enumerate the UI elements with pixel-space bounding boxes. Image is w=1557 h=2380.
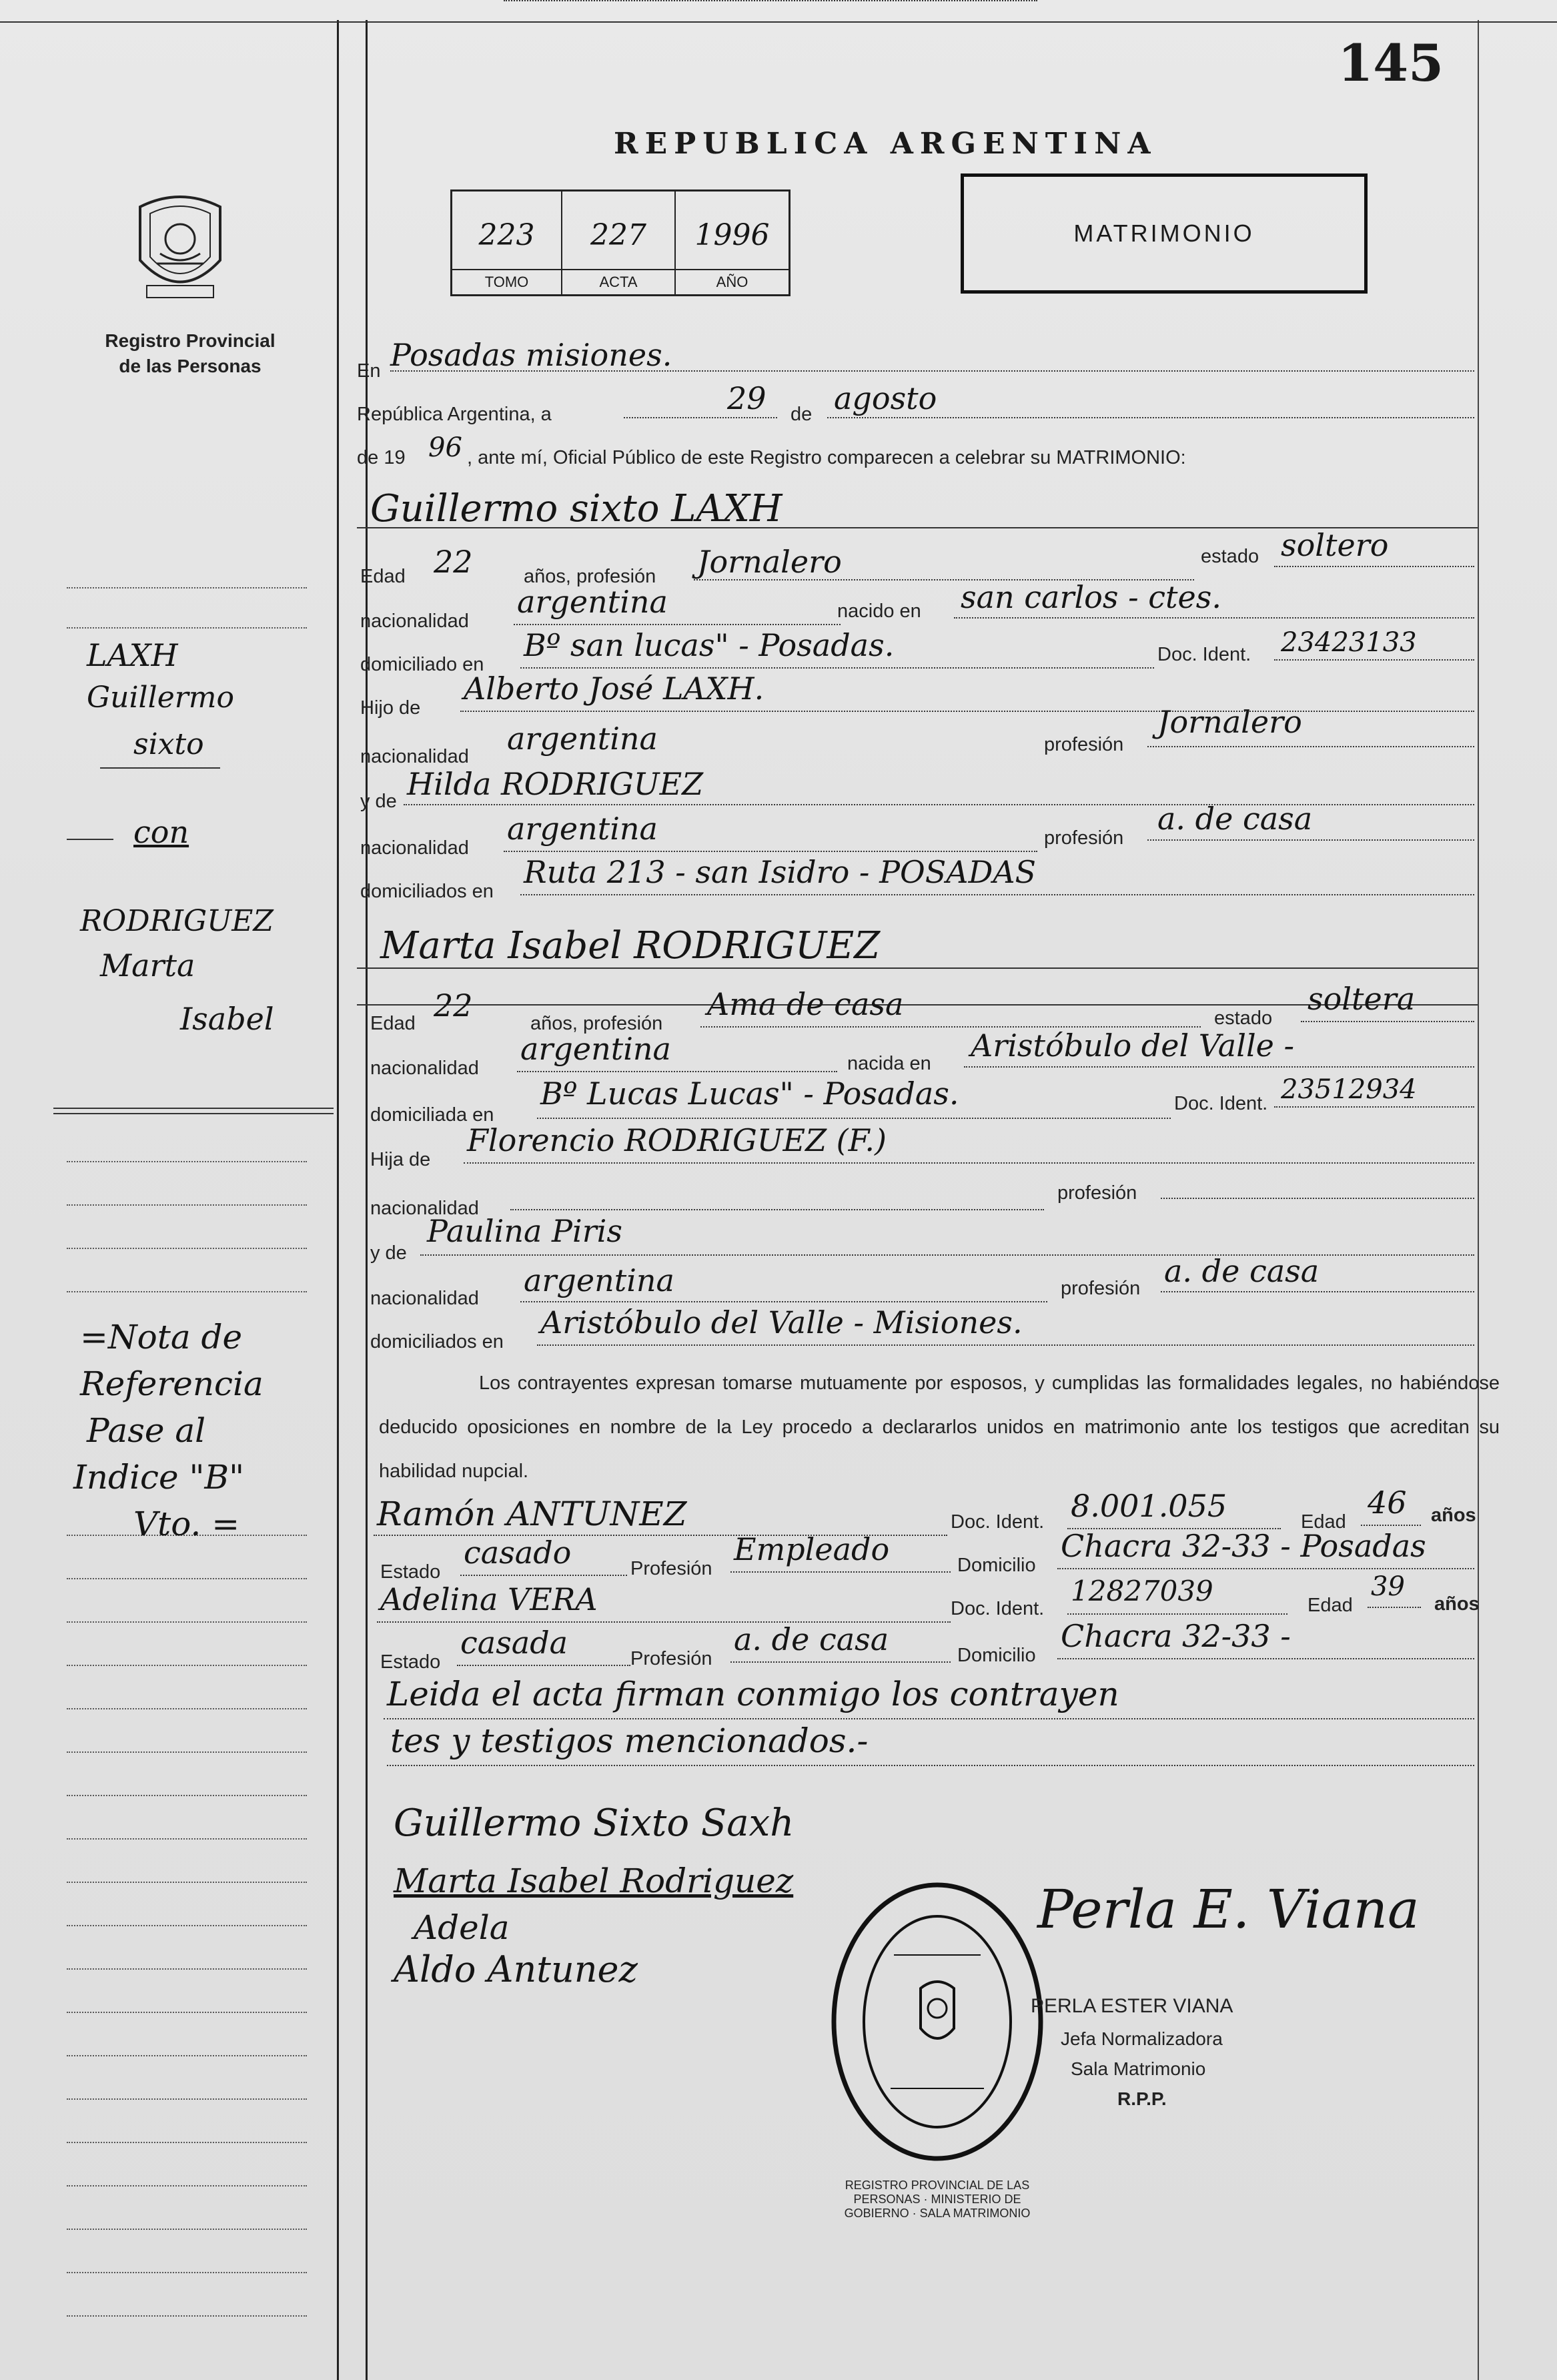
- bride-doc-line: [1274, 1106, 1474, 1108]
- margin-rule: [67, 587, 307, 588]
- margin-note-5: Vto. =: [133, 1505, 240, 1543]
- en-label: En: [357, 360, 381, 382]
- groom-mother-line: [404, 804, 1474, 805]
- month-value: agosto: [834, 380, 937, 416]
- groom-doc: 23423133: [1281, 627, 1417, 658]
- witness2-doc-line: [1067, 1613, 1287, 1615]
- acta-cell: [562, 191, 676, 294]
- margin-rule: [67, 627, 307, 629]
- margin-con: con: [133, 814, 189, 850]
- margin-groom-given: Guillermo: [87, 681, 234, 715]
- witness1-profession: Empleado: [734, 1531, 890, 1567]
- margin-rule: [67, 2315, 307, 2317]
- groom-address-line: [520, 667, 1154, 669]
- margin-groom-given2: sixto: [133, 727, 204, 761]
- bride-signature: Marta Isabel Rodriguez: [394, 1862, 794, 1900]
- bride-anos-label: años, profesión: [530, 1013, 663, 1034]
- groom-nat-line: [514, 624, 841, 625]
- margin-rule: [67, 1925, 307, 1926]
- groom-father-profession: Jornalero: [1157, 704, 1302, 740]
- groom-age: 22: [434, 544, 473, 580]
- bride-yde-label: y de: [370, 1242, 407, 1264]
- bride-nat-line: [517, 1071, 837, 1072]
- de-label: de: [791, 404, 813, 425]
- margin-rule: [67, 1968, 307, 1970]
- groom-mother-nat-label: nacionalidad: [360, 837, 469, 859]
- witness2-age-line: [1368, 1607, 1421, 1608]
- bride-mother-nationality: argentina: [524, 1262, 674, 1298]
- ano-cell: [676, 191, 789, 294]
- groom-parents-address: Ruta 213 - san Isidro - POSADAS: [524, 854, 1037, 890]
- groom-father-nat-line: [504, 0, 1037, 1]
- margin-rule: [67, 1291, 307, 1292]
- registry-title: Registro Provincial de las Personas: [105, 330, 276, 376]
- right-border: [1478, 20, 1479, 2380]
- witness2-doc: 12827039: [1071, 1575, 1213, 1607]
- margin-column: [0, 0, 340, 2380]
- margin-rule: [67, 1751, 307, 1753]
- witness2-profession: a. de casa: [734, 1621, 889, 1657]
- witness1-doc-label: Doc. Ident.: [951, 1511, 1045, 1533]
- margin-rule: [67, 1708, 307, 1709]
- groom-mother-nationality: argentina: [507, 811, 658, 847]
- bride-mother-nat-label: nacionalidad: [370, 1288, 479, 1309]
- seal-text: REGISTRO PROVINCIAL DE LAS PERSONAS · MINISTERIO DE GOBIERNO · SALA MATRIMONIO: [844, 2178, 1031, 2220]
- witness1-dom-label: Domicilio: [957, 1555, 1036, 1576]
- witness2-address-line: [1057, 1658, 1474, 1659]
- bride-mother-profession: a. de casa: [1164, 1253, 1320, 1289]
- margin-rule: [67, 2272, 307, 2273]
- witness2-estado-label: Estado: [380, 1651, 441, 1673]
- closing-line-1-rule: [384, 1718, 1474, 1719]
- groom-father-nat-label: nacionalidad: [360, 746, 469, 767]
- official-title-3: R.P.P.: [1117, 2088, 1167, 2109]
- bride-name: Marta Isabel RODRIGUEZ: [380, 924, 881, 967]
- margin-bride-given: Marta: [100, 947, 195, 983]
- witness1-address-line: [1057, 1568, 1474, 1569]
- witness1-estado-label: Estado: [380, 1561, 441, 1583]
- groom-mother-nat-line: [504, 851, 1037, 852]
- bride-dom-label: domiciliada en: [370, 1104, 494, 1126]
- groom-nacido-label: nacido en: [837, 601, 921, 622]
- groom-address: Bº san lucas" - Posadas.: [524, 627, 895, 663]
- groom-birthplace-line: [954, 617, 1474, 619]
- bride-father-prof-label: profesión: [1057, 1182, 1137, 1204]
- groom-parents-address-line: [520, 894, 1474, 895]
- margin-rule: [67, 2185, 307, 2187]
- witness-signature: Adela: [414, 1908, 510, 1947]
- bride-father-nat-label: nacionalidad: [370, 1198, 479, 1219]
- margin-note-1: =Nota de: [80, 1318, 243, 1356]
- groom-father: Alberto José LAXH.: [464, 671, 764, 707]
- groom-birthplace: san carlos - ctes.: [961, 579, 1221, 615]
- witness1-prof-label: Profesión: [630, 1558, 712, 1579]
- witness2-status-line: [457, 1665, 630, 1666]
- bride-estado-label: estado: [1214, 1008, 1273, 1029]
- bride-status-line: [1301, 1021, 1474, 1022]
- margin-divider: [53, 1113, 334, 1114]
- bride-mother-nat-line: [520, 1301, 1047, 1302]
- country-heading: REPUBLICA ARGENTINA: [614, 127, 1157, 161]
- closing-line-2-rule: [387, 1765, 1474, 1766]
- margin-note-2: Referencia: [80, 1364, 264, 1403]
- groom-mother: Hilda RODRIGUEZ: [407, 766, 704, 802]
- bride-father-line: [464, 1162, 1474, 1164]
- bride-age: 22: [434, 987, 473, 1024]
- margin-rule: [67, 1578, 307, 1579]
- official-signature: Perla E. Viana: [1037, 1878, 1420, 1940]
- bride-mother-prof-label: profesión: [1061, 1278, 1141, 1299]
- witness1-name: Ramón ANTUNEZ: [377, 1495, 687, 1533]
- margin-bride-given2: Isabel: [180, 1001, 274, 1037]
- groom-mother-prof-line: [1147, 839, 1474, 841]
- witness2-address: Chacra 32-33 -: [1061, 1618, 1291, 1654]
- margin-rule: [67, 1204, 307, 1206]
- ano-value: 1996: [694, 218, 770, 252]
- day-value: 29: [727, 380, 766, 416]
- year-suffix: 96: [428, 432, 462, 463]
- witness2-prof-line: [730, 1661, 951, 1663]
- groom-estado-label: estado: [1201, 546, 1259, 567]
- bride-hija-label: Hija de: [370, 1149, 431, 1170]
- margin-rule: [67, 2142, 307, 2143]
- groom-parents-addr-label: domiciliados en: [360, 881, 494, 902]
- groom-edad-label: Edad: [360, 566, 406, 587]
- tomo-cell: [452, 191, 562, 294]
- witness2-status: casada: [460, 1625, 568, 1661]
- witness1-address: Chacra 32-33 - Posadas: [1061, 1528, 1426, 1564]
- place-line: [390, 370, 1474, 372]
- record-type: MATRIMONIO: [1073, 220, 1255, 247]
- groom-signature: Guillermo Sixto Saxh: [394, 1802, 795, 1845]
- witness1-prof-line: [730, 1571, 951, 1573]
- groom-yde-label: y de: [360, 791, 397, 812]
- ano-label: AÑO: [676, 269, 789, 294]
- bride-parents-addr-label: domiciliados en: [370, 1331, 504, 1352]
- bride-father: Florencio RODRIGUEZ (F.): [467, 1122, 887, 1158]
- margin-rule: [67, 1665, 307, 1666]
- groom-profession: Jornalero: [697, 544, 842, 580]
- margin-rule: [67, 1248, 307, 1249]
- margin-underline: [100, 767, 220, 769]
- official-name: PERLA ESTER VIANA: [1031, 1995, 1233, 2017]
- witness1-age-line: [1361, 1525, 1421, 1526]
- margin-rule: [67, 1161, 307, 1162]
- bride-father-prof-line: [1161, 1198, 1474, 1199]
- bride-birthplace-line: [964, 1066, 1474, 1068]
- day-line: [624, 417, 777, 418]
- groom-father-prof-line: [1147, 746, 1474, 747]
- witness1-status-line: [460, 1575, 627, 1576]
- bride-profession: Ama de casa: [707, 986, 904, 1022]
- declaration-text: Los contrayentes expresan tomarse mutuamente por esposos, y cumplidas las formalidades legales, no habiéndose deducido oposiciones en nombre de la Ley procedo a declararlos unidos en matrimonio ante los testigos que acreditan su habilidad nupcial.: [379, 1372, 1500, 1482]
- official-title-2: Sala Matrimonio: [1071, 2058, 1206, 2079]
- margin-bride-surname: RODRIGUEZ: [80, 904, 274, 938]
- bride-doc: 23512934: [1281, 1074, 1417, 1105]
- groom-name: Guillermo sixto LAXH: [370, 487, 783, 530]
- witness2-signature: Aldo Antunez: [394, 1948, 638, 1990]
- place-value: Posadas misiones.: [390, 337, 672, 373]
- bride-address-line: [537, 1118, 1171, 1119]
- bride-name-line: [357, 967, 1478, 969]
- witness2-doc-label: Doc. Ident.: [951, 1598, 1045, 1619]
- margin-dash: [67, 839, 113, 840]
- acta-value: 227: [590, 218, 646, 252]
- bride-status: soltera: [1308, 981, 1416, 1017]
- republica-label: República Argentina, a: [357, 404, 552, 425]
- groom-nat-label: nacionalidad: [360, 611, 469, 632]
- witness2-anos-label: años: [1434, 1593, 1480, 1615]
- margin-separator: [337, 20, 339, 2380]
- witness2-dom-label: Domicilio: [957, 1645, 1036, 1666]
- bride-address: Bº Lucas Lucas" - Posadas.: [540, 1076, 959, 1112]
- closing-line-2: tes y testigos mencionados.-: [390, 1721, 869, 1760]
- groom-doc-label: Doc. Ident.: [1157, 644, 1251, 665]
- groom-status: soltero: [1281, 527, 1389, 563]
- witness1-anos-label: años: [1431, 1505, 1476, 1526]
- bride-nationality: argentina: [520, 1031, 671, 1067]
- witness1-doc: 8.001.055: [1071, 1488, 1227, 1524]
- groom-father-line: [460, 711, 1474, 712]
- margin-rule: [67, 1795, 307, 1796]
- margin-rule: [67, 2229, 307, 2230]
- bride-nat-label: nacionalidad: [370, 1058, 479, 1079]
- witness2-name: Adelina VERA: [380, 1581, 598, 1617]
- groom-doc-line: [1274, 659, 1474, 661]
- bride-birthplace: Aristóbulo del Valle -: [971, 1028, 1295, 1064]
- groom-anos-label: años, profesión: [524, 566, 656, 587]
- witness1-status: casado: [464, 1535, 572, 1571]
- witness2-age: 39: [1371, 1571, 1405, 1602]
- margin-rule: [67, 2098, 307, 2100]
- margin-groom-surname: LAXH: [87, 637, 178, 673]
- margin-rule: [67, 1838, 307, 1840]
- acta-label: ACTA: [562, 269, 674, 294]
- year-prefix: de 19: [357, 447, 406, 468]
- witness2-edad-label: Edad: [1308, 1595, 1353, 1616]
- bride-mother: Paulina Piris: [427, 1213, 623, 1249]
- bride-mother-prof-line: [1161, 1291, 1474, 1292]
- groom-father-nationality: argentina: [507, 721, 658, 757]
- bride-nacida-label: nacida en: [847, 1053, 931, 1074]
- groom-nationality: argentina: [517, 584, 668, 620]
- margin-note-4: Indice "B": [73, 1458, 245, 1497]
- margin-rule: [67, 1621, 307, 1623]
- bride-doc-label: Doc. Ident.: [1174, 1093, 1268, 1114]
- tomo-label: TOMO: [452, 269, 561, 294]
- closing-line-1: Leida el acta firman conmigo los contrayen: [387, 1675, 1119, 1713]
- margin-divider: [53, 1108, 334, 1109]
- reference-box: [450, 189, 791, 296]
- bride-edad-label: Edad: [370, 1013, 416, 1034]
- groom-father-prof-label: profesión: [1044, 734, 1124, 755]
- record-type-box: [961, 173, 1368, 294]
- tomo-value: 223: [478, 218, 535, 252]
- groom-mother-profession: a. de casa: [1157, 801, 1313, 837]
- official-title-1: Jefa Normalizadora: [1061, 2028, 1223, 2049]
- provincial-emblem-icon: [127, 187, 233, 307]
- top-border: [0, 21, 1557, 23]
- margin-note-3: Pase al: [87, 1411, 206, 1450]
- groom-status-line: [1274, 566, 1474, 567]
- groom-hijo-label: Hijo de: [360, 697, 421, 719]
- bride-parents-address: Aristóbulo del Valle - Misiones.: [540, 1304, 1023, 1340]
- month-line: [827, 417, 1474, 418]
- groom-mother-prof-label: profesión: [1044, 827, 1124, 849]
- margin-rule: [67, 2012, 307, 2013]
- intro-text: , ante mí, Oficial Público de este Registro comparecen a celebrar su MATRIMONIO:: [467, 447, 1186, 468]
- bride-parents-address-line: [537, 1344, 1474, 1346]
- witness2-prof-label: Profesión: [630, 1648, 712, 1669]
- margin-rule: [67, 1882, 307, 1883]
- bride-father-nat-line: [510, 1209, 1044, 1210]
- page-number: 145: [1338, 33, 1444, 93]
- witness1-edad-label: Edad: [1301, 1511, 1346, 1533]
- groom-dom-label: domiciliado en: [360, 654, 484, 675]
- witness1-age: 46: [1368, 1485, 1407, 1521]
- official-seal-icon: [827, 1875, 1047, 2168]
- margin-rule: [67, 2055, 307, 2056]
